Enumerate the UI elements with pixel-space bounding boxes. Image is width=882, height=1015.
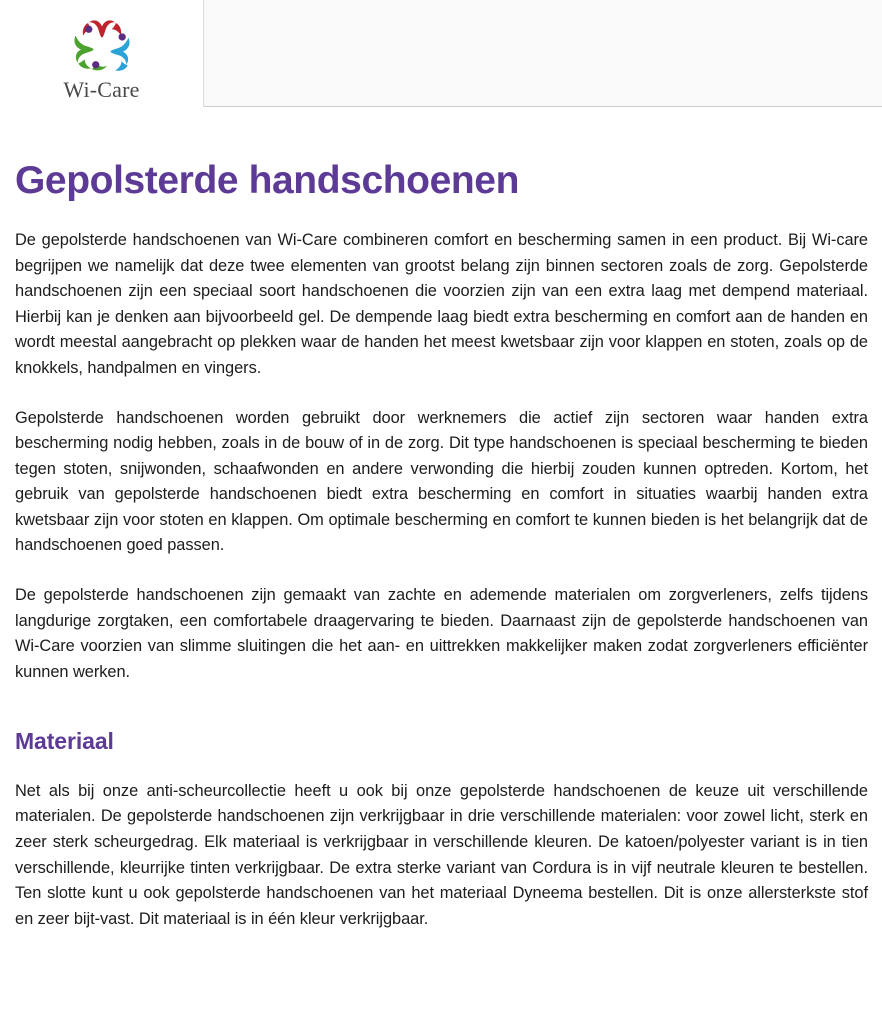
- header-panel: [203, 0, 882, 107]
- spacer: [15, 559, 868, 583]
- brand-logo-link[interactable]: [0, 0, 203, 107]
- materiaal-paragraph: Net als bij onze anti-scheurcollectie heeft u ook bij onze gepolsterde handschoenen de keuze uit verschillende materialen. De gepolsterde handschoenen zijn verkrijgbaar in drie verschillende materialen: voor zowel licht, sterk en zeer sterk scheurgedrag. Elk materiaal is verkrijgbaar in verschillende kleuren. De katoen/polyester variant is in tien verschillende, kleurrijke tinten verkrijgbaar. De extra sterke variant van Cordura is in vijf neutrale kleuren te bestellen. Ten slotte kunt u ook gepolsterde handschoenen van het materiaal Dyneema bestellen. Dit is onze allersterkste stof en zeer bijt-vast. Dit materiaal is in één kleur verkrijgbaar.: [15, 781, 868, 928]
- intro-paragraph-2: Gepolsterde handschoenen worden gebruikt door werknemers die actief zijn sectoren waar handen extra bescherming nodig hebben, zoals in de bouw of in de zorg. Dit type handschoenen is speciaal bescherming te bieden tegen stoten, snijwonden, schaafwonden en andere verwonding die hierbij zouden kunnen optreden. Kortom, het gebruik van gepolsterde handschoenen biedt extra bescherming en comfort in situaties waarbij handen extra kwetsbaar zijn voor stoten en klappen. Om optimale bescherming en comfort te kunnen bieden is het belangrijk dat de handschoenen goed passen.: [15, 408, 868, 555]
- spacer: [15, 755, 868, 779]
- main-content: [0, 161, 882, 932]
- page-title: Gepolsterde handschoenen: [15, 159, 520, 202]
- spacer: [15, 382, 868, 406]
- intro-paragraph-3: De gepolsterde handschoenen zijn gemaakt van zachte en ademende materialen om zorgverleners, zelfs tijdens langdurige zorgtaken, een comfortabele draagervaring te bieden. Daarnaast zijn de gepolsterde handschoenen van Wi-Care voorzien van slimme sluitingen die het aan- en uittrekken makkelijker maken zodat zorgverleners efficiënter kunnen werken.: [15, 586, 868, 681]
- site-header: [0, 0, 882, 107]
- wi-care-people-circle-logo-icon: [66, 14, 138, 78]
- brand-name: Wi-Care: [63, 77, 140, 102]
- spacer: [15, 685, 868, 729]
- intro-paragraph-1: De gepolsterde handschoenen van Wi-Care combineren comfort en bescherming samen in een product. Bij Wi-care begrijpen we namelijk dat deze twee elementen van grootst belang zijn binnen sectoren zoals de zorg. Gepolsterde handschoenen zijn een speciaal soort handschoenen die voorzien zijn van een extra laag met dempend materiaal. Hierbij kan je denken aan bijvoorbeeld gel. De dempende laag biedt extra bescherming en comfort aan de handen en wordt meestal aangebracht op plekken waar de handen het meest kwetsbaar zijn voor klappen en stoten, zoals op de knokkels, handpalmen en vingers.: [15, 230, 868, 377]
- spacer: [15, 202, 868, 228]
- section-heading-materiaal: Materiaal: [15, 728, 114, 755]
